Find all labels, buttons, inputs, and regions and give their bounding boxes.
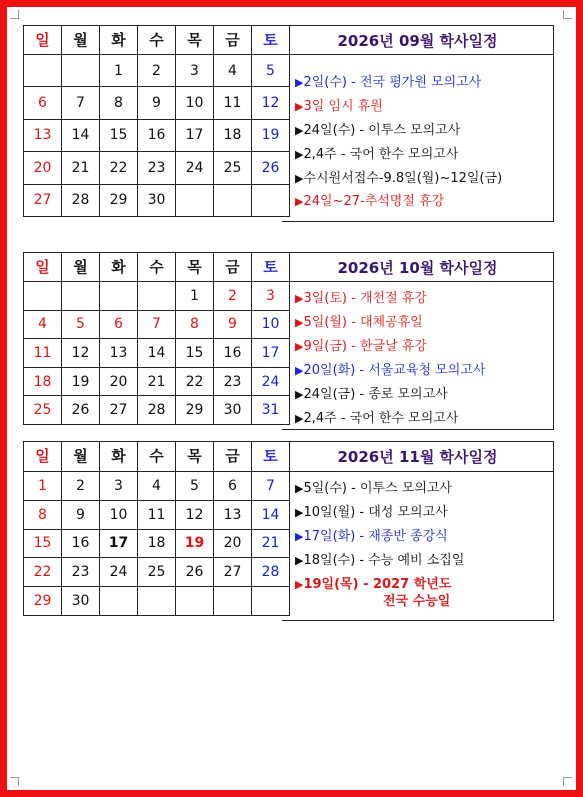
schedule-panel xyxy=(282,252,554,430)
corner-mark-top-left xyxy=(10,10,19,19)
calendar-day-cell: 19 xyxy=(62,367,100,396)
schedule-event xyxy=(295,316,485,340)
calendar-day-cell: 25 xyxy=(24,396,62,425)
schedule-event-text: 19일(목) - 2027 학년도 xyxy=(303,577,452,592)
calendar-day-cell: 21 xyxy=(62,152,100,184)
schedule-title: 2026년 10월 학사일정 xyxy=(282,253,553,282)
weekday-header-cell: 토 xyxy=(252,442,290,472)
calendar-day-cell: 22 xyxy=(100,152,138,184)
calendar-day-cell: 26 xyxy=(176,558,214,587)
schedule-event-text: 17일(화) - 재종반 종강식 xyxy=(303,529,448,544)
calendar-week-row xyxy=(24,367,290,396)
calendar-day-cell: 23 xyxy=(62,558,100,587)
schedule-event xyxy=(295,340,485,364)
schedule-event xyxy=(295,530,464,554)
calendar-day-cell: 18 xyxy=(24,367,62,396)
calendar-empty-cell xyxy=(62,282,100,311)
calendar-empty-cell xyxy=(176,184,214,216)
weekday-header-cell: 금 xyxy=(214,442,252,472)
calendar-day-cell: 5 xyxy=(176,472,214,501)
schedule-event xyxy=(295,100,502,124)
weekday-header-cell: 일 xyxy=(24,26,62,55)
calendar-day-cell: 30 xyxy=(138,184,176,216)
calendar-empty-cell xyxy=(138,282,176,311)
calendar-week-row xyxy=(24,55,290,87)
calendar-empty-cell xyxy=(62,55,100,87)
weekday-header-cell: 화 xyxy=(100,26,138,55)
calendar-day-cell: 13 xyxy=(24,119,62,151)
weekday-header-cell: 일 xyxy=(24,442,62,472)
calendar-day-cell: 9 xyxy=(62,500,100,529)
weekday-header-cell: 화 xyxy=(100,253,138,282)
schedule-event xyxy=(295,76,502,100)
calendar-day-cell: 6 xyxy=(24,87,62,119)
calendar-week-row xyxy=(24,587,290,616)
calendar-day-cell: 19 xyxy=(252,119,290,151)
calendar-day-cell: 17 xyxy=(100,529,138,558)
calendar-day-cell: 18 xyxy=(214,119,252,151)
schedule-event-text: 2,4주 - 국어 한수 모의고사 xyxy=(303,411,459,426)
corner-mark-bottom-left xyxy=(10,777,19,786)
calendar-day-cell: 27 xyxy=(100,396,138,425)
calendar-day-cell: 23 xyxy=(214,367,252,396)
calendar-day-cell: 8 xyxy=(24,500,62,529)
corner-mark-top-right xyxy=(563,10,572,19)
schedule-event-text: 3일(토) - 개천절 휴강 xyxy=(303,291,427,306)
calendar-day-cell: 17 xyxy=(176,119,214,151)
calendar-day-cell: 13 xyxy=(214,500,252,529)
calendar-day-cell: 21 xyxy=(138,367,176,396)
calendar-day-cell: 10 xyxy=(176,87,214,119)
weekday-header-cell: 월 xyxy=(62,442,100,472)
calendar-empty-cell xyxy=(176,587,214,616)
bullet-arrow-icon: ▶ xyxy=(295,530,304,543)
calendar-day-cell: 14 xyxy=(62,119,100,151)
schedule-event xyxy=(295,195,502,219)
schedule-event xyxy=(295,482,464,506)
bullet-arrow-icon: ▶ xyxy=(295,482,304,495)
weekday-header-cell: 월 xyxy=(62,253,100,282)
weekday-header-cell: 금 xyxy=(214,253,252,282)
calendar-day-cell: 20 xyxy=(214,529,252,558)
calendar-week-row xyxy=(24,184,290,216)
weekday-header-cell: 월 xyxy=(62,26,100,55)
calendar-day-cell: 15 xyxy=(24,529,62,558)
calendar-day-cell: 16 xyxy=(214,339,252,368)
calendar-day-cell: 1 xyxy=(176,282,214,311)
bullet-arrow-icon: ▶ xyxy=(295,147,304,161)
schedule-event xyxy=(295,388,485,412)
calendar-day-cell: 20 xyxy=(100,367,138,396)
bullet-arrow-icon: ▶ xyxy=(295,364,304,377)
weekday-header-row xyxy=(24,26,290,55)
calendar-week-row xyxy=(24,119,290,151)
calendar-day-cell: 22 xyxy=(176,367,214,396)
calendar-day-cell: 14 xyxy=(138,339,176,368)
corner-mark-bottom-right xyxy=(563,777,572,786)
schedule-event-list xyxy=(282,481,465,609)
calendar-grid xyxy=(23,25,290,217)
calendar-week-row xyxy=(24,472,290,501)
schedule-title: 2026년 11월 학사일정 xyxy=(282,442,553,472)
schedule-event xyxy=(295,577,464,609)
weekday-header-cell: 화 xyxy=(100,442,138,472)
schedule-event-text: 2,4주 - 국어 한수 모의고사 xyxy=(303,146,459,162)
calendar-day-cell: 13 xyxy=(100,339,138,368)
calendar-day-cell: 12 xyxy=(62,339,100,368)
calendar-day-cell: 22 xyxy=(24,558,62,587)
calendar-week-row xyxy=(24,87,290,119)
bullet-arrow-icon: ▶ xyxy=(295,171,304,185)
calendar-week-row xyxy=(24,558,290,587)
schedule-event xyxy=(295,148,502,172)
calendar-day-cell: 19 xyxy=(176,529,214,558)
calendar-day-cell: 11 xyxy=(214,87,252,119)
schedule-event-text: 24일(금) - 종로 모의고사 xyxy=(303,387,448,402)
calendar-day-cell: 8 xyxy=(100,87,138,119)
calendar-week-row xyxy=(24,310,290,339)
calendar-week-row xyxy=(24,396,290,425)
calendar-empty-cell xyxy=(214,587,252,616)
schedule-panel xyxy=(282,25,554,222)
calendar-day-cell: 15 xyxy=(176,339,214,368)
bullet-arrow-icon: ▶ xyxy=(295,292,304,305)
weekday-header-cell: 토 xyxy=(252,26,290,55)
calendar-day-cell: 1 xyxy=(100,55,138,87)
calendar-day-cell: 3 xyxy=(176,55,214,87)
calendar-day-cell: 30 xyxy=(62,587,100,616)
calendar-grid xyxy=(23,441,290,616)
schedule-event xyxy=(295,554,464,578)
weekday-header-cell: 목 xyxy=(176,26,214,55)
calendar-day-cell: 7 xyxy=(252,472,290,501)
calendar-day-cell: 24 xyxy=(100,558,138,587)
bullet-arrow-icon: ▶ xyxy=(295,578,304,591)
calendar-day-cell: 24 xyxy=(176,152,214,184)
calendar-day-cell: 3 xyxy=(252,282,290,311)
calendar-day-cell: 11 xyxy=(138,500,176,529)
calendar-day-cell: 5 xyxy=(252,55,290,87)
bullet-arrow-icon: ▶ xyxy=(295,388,304,401)
calendar-day-cell: 30 xyxy=(214,396,252,425)
schedule-event-text: 5일(월) - 대체공휴일 xyxy=(303,315,423,330)
bullet-arrow-icon: ▶ xyxy=(295,123,304,137)
calendar-day-cell: 24 xyxy=(252,367,290,396)
calendar-day-cell: 9 xyxy=(138,87,176,119)
schedule-event-list xyxy=(282,292,485,436)
calendar-day-cell: 29 xyxy=(24,587,62,616)
calendar-grid xyxy=(23,252,290,425)
calendar-week-row xyxy=(24,152,290,184)
calendar-day-cell: 4 xyxy=(138,472,176,501)
schedule-event xyxy=(295,506,464,530)
schedule-event-subtext: 전국 수능일 xyxy=(383,594,451,609)
calendar-day-cell: 6 xyxy=(100,310,138,339)
calendar-day-cell: 17 xyxy=(252,339,290,368)
schedule-event-text: 24일(수) - 이투스 모의고사 xyxy=(303,122,461,138)
bullet-arrow-icon: ▶ xyxy=(295,340,304,353)
calendar-day-cell: 28 xyxy=(138,396,176,425)
calendar-day-cell: 23 xyxy=(138,152,176,184)
calendar-week-row xyxy=(24,282,290,311)
calendar-day-cell: 4 xyxy=(24,310,62,339)
calendar-empty-cell xyxy=(100,282,138,311)
schedule-panel xyxy=(282,441,554,621)
calendar-week-row xyxy=(24,529,290,558)
calendar-day-cell: 3 xyxy=(100,472,138,501)
schedule-event xyxy=(295,172,502,196)
calendar-day-cell: 11 xyxy=(24,339,62,368)
bullet-arrow-icon: ▶ xyxy=(295,195,304,209)
calendar-day-cell: 9 xyxy=(214,310,252,339)
calendar-day-cell: 12 xyxy=(252,87,290,119)
weekday-header-cell: 토 xyxy=(252,253,290,282)
weekday-header-row xyxy=(24,442,290,472)
schedule-event-text: 9일(금) - 한글날 휴강 xyxy=(303,339,427,354)
calendar-day-cell: 31 xyxy=(252,396,290,425)
calendar-week-row xyxy=(24,500,290,529)
schedule-event-text: 20일(화) - 서울교육청 모의고사 xyxy=(303,363,486,378)
calendar-day-cell: 25 xyxy=(138,558,176,587)
calendar-day-cell: 28 xyxy=(62,184,100,216)
bullet-arrow-icon: ▶ xyxy=(295,99,304,113)
calendar-day-cell: 16 xyxy=(62,529,100,558)
calendar-day-cell: 28 xyxy=(252,558,290,587)
calendar-day-cell: 4 xyxy=(214,55,252,87)
calendar-day-cell: 29 xyxy=(176,396,214,425)
calendar-day-cell: 7 xyxy=(138,310,176,339)
calendar-day-cell: 7 xyxy=(62,87,100,119)
calendar-day-cell: 10 xyxy=(100,500,138,529)
bullet-arrow-icon: ▶ xyxy=(295,316,304,329)
calendar-day-cell: 8 xyxy=(176,310,214,339)
calendar-day-cell: 2 xyxy=(214,282,252,311)
calendar-empty-cell xyxy=(214,184,252,216)
calendar-day-cell: 21 xyxy=(252,529,290,558)
schedule-event xyxy=(295,124,502,148)
calendar-day-cell: 16 xyxy=(138,119,176,151)
calendar-day-cell: 15 xyxy=(100,119,138,151)
bullet-arrow-icon: ▶ xyxy=(295,412,304,425)
calendar-day-cell: 5 xyxy=(62,310,100,339)
calendar-empty-cell xyxy=(138,587,176,616)
weekday-header-row xyxy=(24,253,290,282)
calendar-day-cell: 20 xyxy=(24,152,62,184)
schedule-event-text: 24일~27-추석명절 휴강 xyxy=(303,194,445,210)
schedule-event xyxy=(295,364,485,388)
calendar-day-cell: 2 xyxy=(138,55,176,87)
calendar-day-cell: 27 xyxy=(24,184,62,216)
calendar-week-row xyxy=(24,339,290,368)
schedule-event-text: 3일 임시 휴원 xyxy=(303,98,383,114)
calendar-day-cell: 12 xyxy=(176,500,214,529)
schedule-event xyxy=(295,292,485,316)
calendar-day-cell: 6 xyxy=(214,472,252,501)
schedule-event-text: 5일(수) - 이투스 모의고사 xyxy=(303,481,452,496)
weekday-header-cell: 목 xyxy=(176,253,214,282)
schedule-event-text: 2일(수) - 전국 평가원 모의고사 xyxy=(303,75,482,90)
calendar-day-cell: 2 xyxy=(62,472,100,501)
weekday-header-cell: 수 xyxy=(138,442,176,472)
calendar-day-cell: 26 xyxy=(62,396,100,425)
calendar-day-cell: 14 xyxy=(252,500,290,529)
calendar-day-cell: 27 xyxy=(214,558,252,587)
weekday-header-cell: 수 xyxy=(138,253,176,282)
calendar-empty-cell xyxy=(24,282,62,311)
schedule-event-list xyxy=(282,76,502,219)
schedule-event-text: 수시원서접수-9.8일(월)~12일(금) xyxy=(303,170,503,186)
weekday-header-cell: 금 xyxy=(214,26,252,55)
calendar-day-cell: 25 xyxy=(214,152,252,184)
bullet-arrow-icon: ▶ xyxy=(295,76,304,89)
schedule-event xyxy=(295,412,485,436)
weekday-header-cell: 목 xyxy=(176,442,214,472)
calendar-day-cell: 10 xyxy=(252,310,290,339)
calendar-day-cell: 26 xyxy=(252,152,290,184)
calendar-day-cell: 18 xyxy=(138,529,176,558)
calendar-empty-cell xyxy=(24,55,62,87)
weekday-header-cell: 일 xyxy=(24,253,62,282)
weekday-header-cell: 수 xyxy=(138,26,176,55)
calendar-day-cell: 1 xyxy=(24,472,62,501)
schedule-title: 2026년 09월 학사일정 xyxy=(282,26,553,55)
bullet-arrow-icon: ▶ xyxy=(295,554,304,567)
schedule-event-text: 10일(월) - 대성 모의고사 xyxy=(303,505,448,520)
bullet-arrow-icon: ▶ xyxy=(295,506,304,519)
calendar-empty-cell xyxy=(100,587,138,616)
calendar-day-cell: 29 xyxy=(100,184,138,216)
schedule-event-text: 18일(수) - 수능 예비 소집일 xyxy=(303,553,465,568)
